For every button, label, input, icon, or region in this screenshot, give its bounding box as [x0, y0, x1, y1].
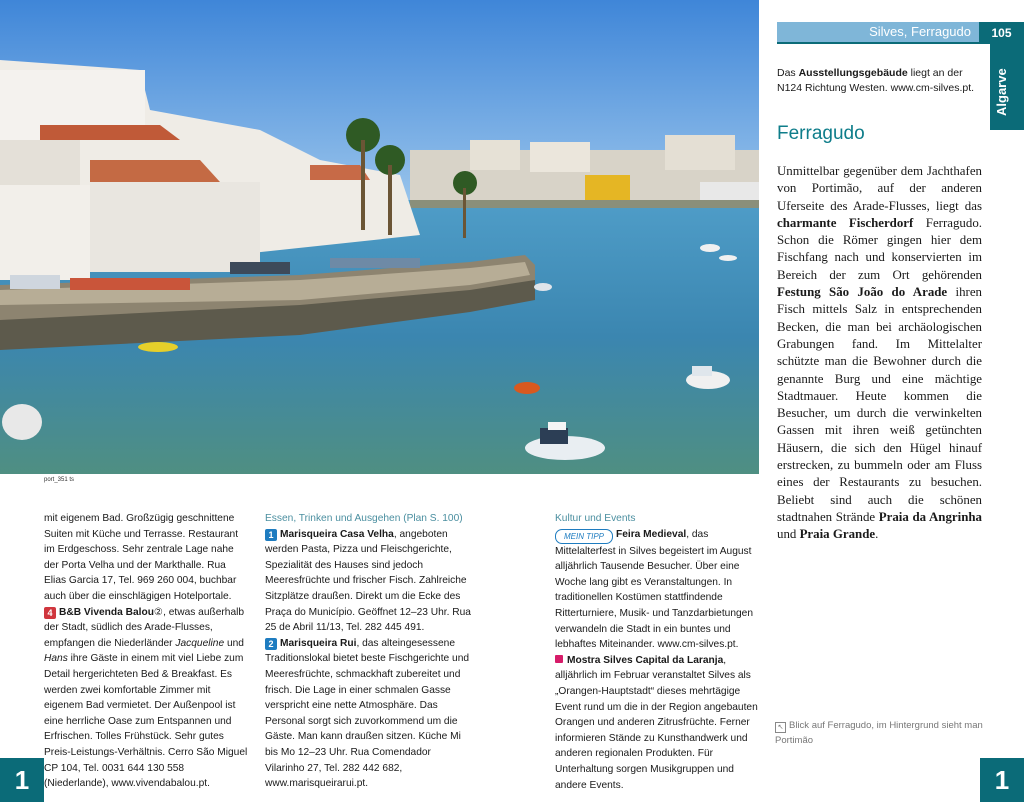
casa-velha-text: , angeboten werden Pasta, Pizza und Fleischgerichte, Spezialität des Hauses sind jedoch Meeresfrüchte und frischer Fisch. Zahlreiche Sitzplätze draußen. Direkt um die Ecke des Praça do Município. Geöffnet 12–23 Uhr. Rua 25 de Abril 11/13, Tel. 282 445 491.: [265, 528, 471, 634]
photo-arrow-icon: ↖: [775, 722, 786, 733]
chapter-tab-left: 1: [0, 758, 44, 802]
vivenda-balou-name: B&B Vivenda Balou: [59, 606, 154, 618]
intro-text: [777, 66, 983, 96]
intro-post: liegt an der N124 Richtung Westen. www.cm-silves.pt.: [777, 67, 975, 94]
vivenda-text-b: und: [224, 637, 244, 649]
photo-credit: port_351 ts: [44, 477, 75, 483]
marker-4: 4: [44, 607, 56, 619]
mein-tipp-badge: MEIN TIPP: [555, 529, 613, 544]
harbor-photo: [0, 0, 759, 474]
intro-pre: Das: [777, 67, 799, 79]
vivenda-text-a: , etwas außerhalb der Stadt, südlich des Arade-Flusses, empfangen die Niederländer: [44, 606, 245, 649]
casa-velha-name: Marisqueira Casa Velha: [280, 528, 394, 540]
caption-text: Blick auf Ferragudo, im Hintergrund sieht man Portimão: [775, 720, 983, 746]
host-name-1: Jacqueline: [175, 637, 225, 649]
feira-medieval-text: , das Mittelalterfest in Silves begeistert im August alljährlich Tausende Besucher. Über eine Woche lang gibt es Veranstaltungen. In traditionellen Kostümen stattfindende Ritterturniere, Musik- und Tanzdarbietungen verwandeln die Stadt in ein buntes und lebhaftes Miteinander. www.cm-silves.pt.: [555, 528, 754, 651]
page-number: 105: [991, 26, 1012, 40]
ferragudo-body: [777, 163, 982, 544]
column-events: [555, 511, 761, 793]
mostra-silves-text: , alljährlich im Februar veranstaltet Silves als „Orangen-Hauptstadt“ dieses mehrtägige Event rund um die in der Region angebauten Orangen und anderen Zitrusfrüchte. Ferner informieren Stände zu Kunsthandwerk und anderen regionalen Produkten. Für Unterhaltung sorgen Musikgruppen und andere Events.: [555, 654, 758, 791]
mostra-silves-name: Mostra Silves Capital da Laranja: [567, 654, 724, 666]
body-bold-3: Praia da Angrinha: [878, 509, 982, 524]
column-food: [265, 511, 471, 792]
section-title: Ferragudo: [777, 123, 865, 144]
running-header: [777, 22, 979, 42]
body-bold-1: charmante Fischerdorf: [777, 215, 914, 230]
accommodation-text: mit eigenem Bad. Großzügig geschnittene Suiten mit Küche und Terrasse. Restaurant im Erdgeschoss. Sehr zentrale Lage nahe der Porta Velha und der Markthalle. Rua Elias Garcia 17, Tel. 969 260 004, buchbar auch über die einschlägigen Hotelportale.: [44, 513, 239, 602]
body-text-1: Unmittelbar gegenüber dem Jachthafen von Portimão, auf der anderen Uferseite des Arade-Flusses, liegt das: [777, 164, 982, 213]
running-header-title: Silves, Ferragudo: [869, 24, 971, 39]
region-label: Algarve: [994, 68, 1009, 116]
body-text-2: Ferragudo. Schon die Römer gingen hier dem Fischfang nach und konservierten im Bereich der zum Ort gehörenden: [777, 215, 982, 282]
vivenda-text-c: ihre Gäste in einem mit viel Liebe zum Detail hergerichteten Bed & Breakfast. Es werden zwei komfortable Zimmer mit eigenem Bad vermietet. Der Außenpool ist eine herrliche Oase zum Entspannen und Erfrischen. Tolles Frühstück. Sehr gutes Preis-Leistungs-Verhältnis. Cerro São Miguel CP 104, Tel. 0031 644 130 558 (Niederlande), www.vivendabalou.pt.: [44, 653, 248, 790]
pink-bullet-icon: [555, 655, 563, 663]
events-heading: Kultur und Events: [555, 513, 636, 524]
host-name-2: Hans: [44, 653, 68, 665]
page-number-box: [979, 22, 1024, 44]
column-accommodation: [44, 511, 248, 792]
feira-medieval-name: Feira Medieval: [616, 528, 687, 540]
header-rule: [777, 42, 979, 44]
body-text-5: .: [875, 527, 879, 542]
price-category: ②: [153, 606, 164, 618]
marker-1: 1: [265, 529, 277, 541]
body-text-3: ihren Fisch mittels Salz in entsprechenden Becken, die man bei archäologischen Grabungen fand. Im Mittelalter schützte man die Bewohner durch die genannte Burg und eine mächtige Stadtmauer. Heute kommen die Besucher, um durch die verwinkelten Gassen mit ihren weiß getünchten Häusern, die sich den Hügel hinauf erstrecken, zu bummeln oder am Fluss eines der Restaurants zu besuchen. Beliebt sind auch die schönen stadtnahen Strände: [777, 285, 982, 524]
chapter-tab-right: 1: [980, 758, 1024, 802]
body-bold-4: Praia Grande: [799, 527, 876, 542]
rui-name: Marisqueira Rui: [280, 637, 357, 649]
intro-bold: Ausstellungsgebäude: [798, 67, 908, 79]
food-heading: Essen, Trinken und Ausgehen (Plan S. 100): [265, 513, 463, 524]
marker-2: 2: [265, 638, 277, 650]
photo-caption: [775, 718, 985, 748]
region-tab: [990, 44, 1024, 130]
body-text-4: und: [777, 527, 800, 542]
body-bold-2: Festung São João do Arade: [777, 285, 948, 300]
rui-text: , das alteingesessene Traditionslokal bietet beste Fischgerichte und Meeresfrüchte, schmackhaft zubereitet und frisch. Die Lage in einer schmalen Gasse verspricht eine nette Atmosphäre. Das Personal sorgt sich zuvorkommend um die Gäste. Man kann draußen sitzen. Küche Mi bis Mo 12–23 Uhr. Rua Comendador Vilarinho 27, Tel. 282 442 682, www.marisqueirarui.pt.: [265, 637, 470, 790]
